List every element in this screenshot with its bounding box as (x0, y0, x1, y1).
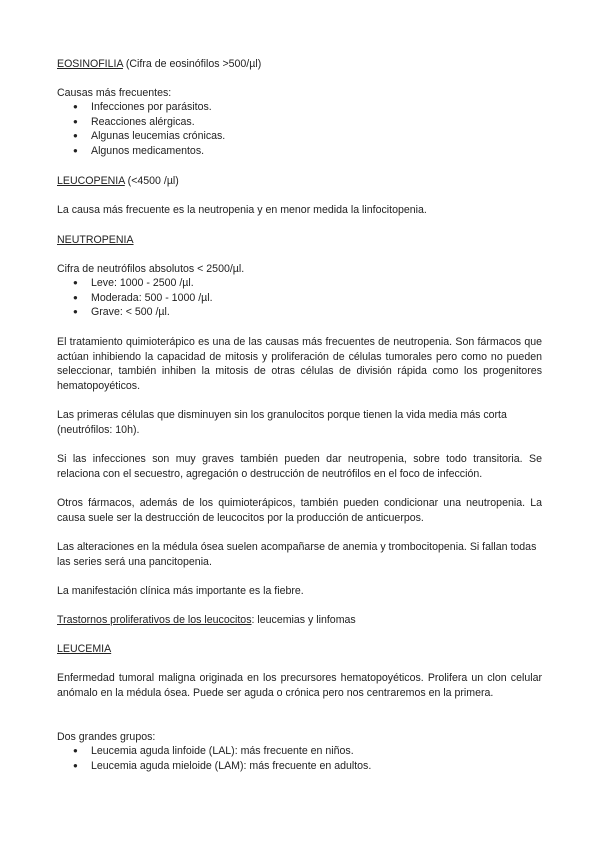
leucopenia-text: La causa más frecuente es la neutropenia y en menor medida la linfocitopenia. (57, 204, 427, 216)
leucemia-intro: Dos grandes grupos: (57, 731, 156, 743)
neutropenia-paragraph: El tratamiento quimioterápico es una de las causas más frecuentes de neutropenia. Son fármacos que actúan inhibiendo la capacidad de mitosis y proliferación de células tumorales pero como no pueden seleccionar, también inhiben la mitosis de otras células de división rápida como los progenitores hematopoyéticos. (57, 336, 542, 392)
leucemia-title: LEUCEMIA (57, 643, 112, 655)
eosinofilia-list (57, 100, 542, 158)
leucopenia-title: LEUCOPENIA (57, 175, 125, 187)
list-item: ● Leucemia aguda mieloide (LAM): más frecuente en adultos. (57, 759, 542, 774)
neutropenia-list (57, 276, 542, 320)
leucemia-list (57, 744, 542, 773)
trastornos-title: Trastornos proliferativos de los leucocitos (57, 614, 252, 626)
trastornos-heading (57, 613, 542, 628)
list-item: ● Infecciones por parásitos. (57, 100, 542, 115)
neutropenia-intro: Cifra de neutrófilos absolutos < 2500/µl. (57, 263, 245, 275)
list-item: ● Moderada: 500 - 1000 /µl. (57, 291, 542, 306)
neutropenia-paragraph: Las alteraciones en la médula ósea suelen acompañarse de anemia y trombocitopenia. Si fallan todas las series será una pancitopenia. (57, 541, 537, 568)
eosinofilia-heading (57, 57, 542, 72)
neutropenia-paragraph: Las primeras células que disminuyen sin los granulocitos porque tienen la vida media más corta (neutrófilos: 10h). (57, 409, 507, 436)
leucopenia-heading (57, 174, 542, 189)
list-item: ● Leve: 1000 - 2500 /µl. (57, 276, 542, 291)
eosinofilia-title: EOSINOFILIA (57, 58, 123, 70)
eosinofilia-note: (Cifra de eosinófilos >500/µl) (122, 58, 262, 70)
leucemia-text: Enfermedad tumoral maligna originada en los precursores hematopoyéticos. Prolifera un clon celular anómalo en la médula ósea. Puede ser aguda o crónica pero nos centraremos en la primera. (57, 672, 542, 699)
eosinofilia-intro: Causas más frecuentes: (57, 87, 172, 99)
list-item: ● Algunos medicamentos. (57, 144, 542, 159)
list-item: ● Reacciones alérgicas. (57, 115, 542, 130)
list-item: ● Grave: < 500 /µl. (57, 305, 542, 320)
leucopenia-note: (<4500 /µl) (124, 175, 179, 187)
list-item: ● Leucemia aguda linfoide (LAL): más frecuente en niños. (57, 744, 542, 759)
trastornos-rest: : leucemias y linfomas (251, 614, 356, 626)
neutropenia-paragraph: Otros fármacos, además de los quimioterápicos, también pueden condicionar una neutropenia. La causa suele ser la destrucción de leucocitos por la producción de anticuerpos. (57, 497, 542, 524)
neutropenia-title: NEUTROPENIA (57, 234, 134, 246)
neutropenia-paragraph: La manifestación clínica más importante es la fiebre. (57, 585, 304, 597)
neutropenia-paragraph: Si las infecciones son muy graves también pueden dar neutropenia, sobre todo transitoria. Se relaciona con el secuestro, agregación o destrucción de neutrófilos en el foco de infección. (57, 453, 542, 480)
list-item: ● Algunas leucemias crónicas. (57, 129, 542, 144)
